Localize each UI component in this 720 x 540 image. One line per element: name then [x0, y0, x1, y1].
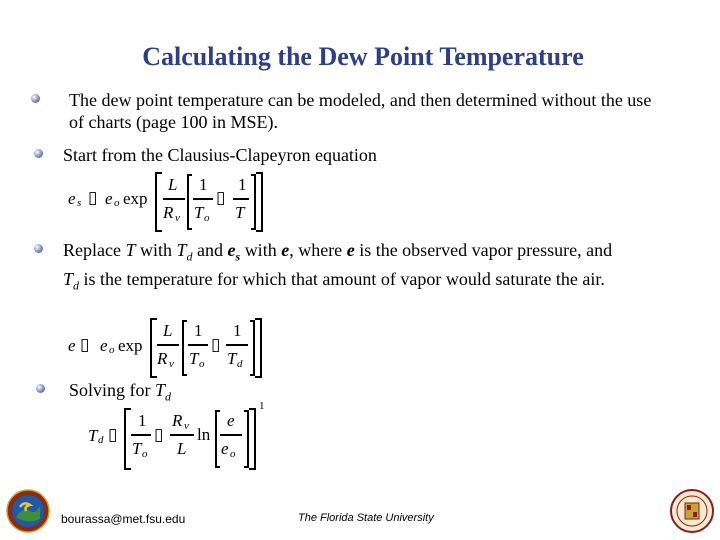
- eq3-ln: ln: [197, 425, 211, 444]
- eq2-one-b: 1: [233, 321, 242, 340]
- eq1-T: T: [235, 203, 245, 222]
- eq1-Rv: R: [163, 203, 174, 222]
- eq2-L: L: [163, 321, 173, 340]
- footer-university: The Florida State University: [298, 512, 434, 524]
- eq2-Td-sub: d: [237, 358, 243, 370]
- eq1-Rv-sub: v: [175, 212, 180, 224]
- eq1-eo-sub: o: [114, 197, 120, 209]
- bullet-2-text: Start from the Clausius-Clapeyron equation: [63, 145, 377, 165]
- eq2-Rv: R: [157, 349, 168, 368]
- eq2-Rv-sub: v: [169, 358, 174, 370]
- eq2-eo: e: [100, 336, 108, 355]
- eq2-eo-sub: o: [109, 344, 115, 356]
- bullet-4: Solving for $T_d$: [69, 380, 172, 404]
- footer-email: bourassa@met.fsu.edu: [61, 512, 186, 526]
- eq1-L: L: [168, 175, 178, 194]
- eq1-one-a: 1: [199, 175, 208, 194]
- bullet-3: Replace T with $T_d$ and $e_s$ with e, where e is the observed vapor pressure, and $T_d$ is the temperature for which that amount of vapor would saturate the air.: [63, 240, 613, 293]
- slide-title: Calculating the Dew Point Temperature: [142, 42, 584, 71]
- bullet-2: [63, 144, 683, 166]
- eq2-Td: T: [227, 349, 237, 368]
- eq3-paren-left: [215, 410, 220, 468]
- eq1-To: T: [194, 203, 204, 222]
- eq3-To-sub: o: [142, 448, 148, 460]
- bullet-dot-icon: [31, 94, 40, 103]
- eq1-bracket-right: [256, 172, 263, 232]
- eq3-bracket-left: [124, 408, 131, 470]
- eq3-one: 1: [138, 411, 147, 430]
- eq2-To: T: [189, 349, 199, 368]
- eq1-exp: exp: [123, 189, 148, 208]
- bullet-dot-icon: [36, 384, 45, 393]
- eq1-bracket-left: [155, 172, 162, 232]
- eq1-eo: e: [105, 189, 113, 208]
- fsu-seal-icon: [670, 489, 714, 533]
- eq1-lhs: e: [68, 189, 76, 208]
- eq3-power: 1: [259, 400, 265, 412]
- eq3-e: e: [227, 411, 235, 430]
- eq3-lhs: T: [88, 426, 98, 445]
- met-logo-icon: [6, 489, 50, 533]
- eq3-lhs-sub: d: [98, 434, 104, 446]
- eq2-exp: exp: [118, 336, 143, 355]
- eq2-paren-left: [182, 320, 187, 376]
- eq3-Rv-sub: v: [184, 420, 189, 432]
- bullet-1: [69, 89, 669, 133]
- eq1-paren-left: [187, 174, 192, 230]
- eq3-eo-sub: o: [230, 448, 236, 460]
- eq3-L: L: [177, 439, 187, 458]
- eq1-To-sub: o: [204, 212, 210, 224]
- eq2-To-sub: o: [199, 358, 205, 370]
- bullet-dot-icon: [34, 244, 43, 253]
- eq3-bracket-right: [249, 408, 256, 470]
- eq1-one-b: 1: [238, 175, 247, 194]
- eq2-one-a: 1: [194, 321, 203, 340]
- eq1-lhs-sub: s: [77, 197, 82, 209]
- eq2-bracket-left: [150, 318, 157, 378]
- eq2-lhs: e: [68, 336, 76, 355]
- eq2-bracket-right: [255, 318, 262, 378]
- eq3-eo: e: [221, 439, 229, 458]
- bullet-1-text: The dew point temperature can be modeled, and then determined without the use of charts (page 100 in MSE).: [69, 90, 652, 132]
- eq3-To: T: [132, 439, 142, 458]
- bullet-dot-icon: [34, 149, 43, 158]
- eq3-Rv: R: [172, 411, 183, 430]
